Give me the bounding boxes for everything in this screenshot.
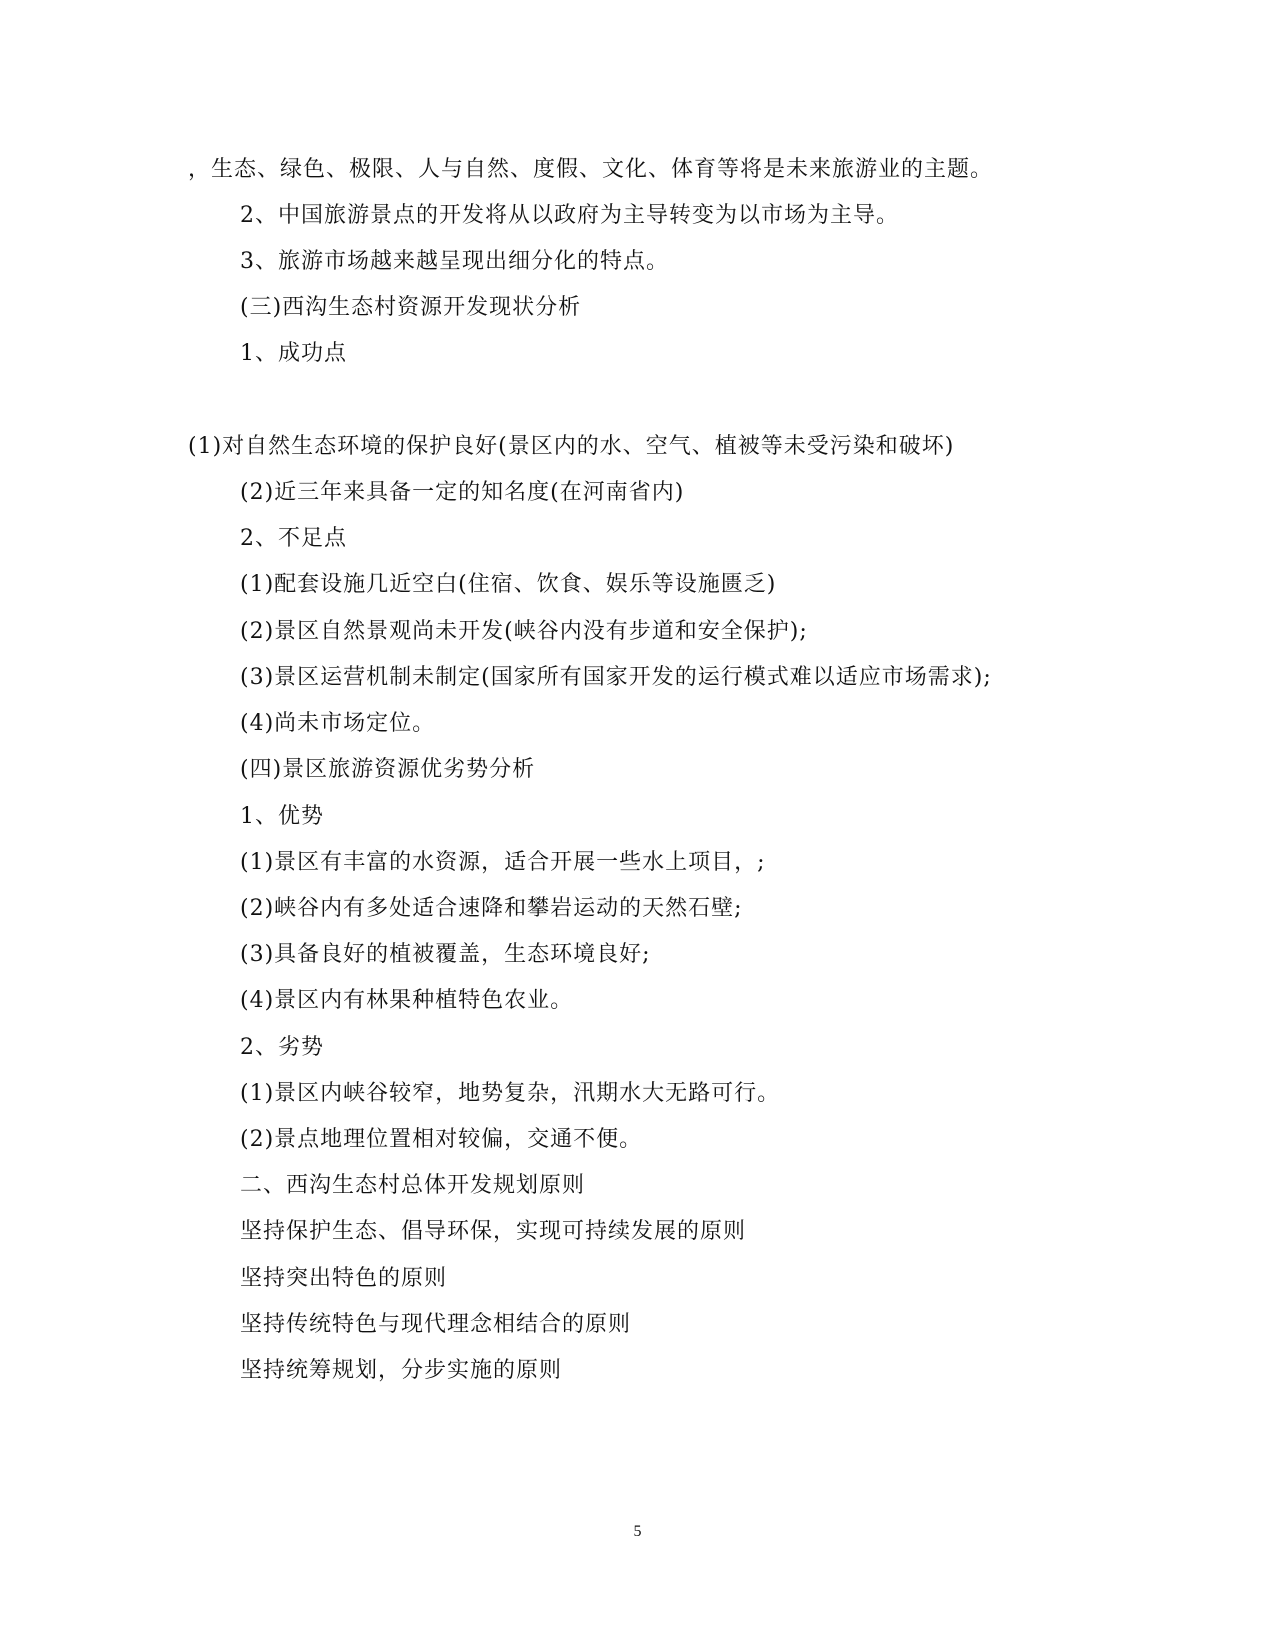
- paragraph-line: 坚持突出特色的原则: [240, 1266, 448, 1291]
- section-heading: (三)西沟生态村资源开发现状分析: [240, 295, 582, 320]
- section-heading: 二、西沟生态村总体开发规划原则: [240, 1173, 586, 1198]
- paragraph-line: (2)景区自然景观尚未开发(峡谷内没有步道和安全保护);: [240, 619, 808, 644]
- paragraph-line: 2、中国旅游景点的开发将从以政府为主导转变为以市场为主导。: [240, 203, 899, 228]
- paragraph-line: (4)尚未市场定位。: [240, 711, 436, 736]
- paragraph-line: (3)具备良好的植被覆盖，生态环境良好;: [240, 942, 651, 967]
- subsection-heading: 2、劣势: [240, 1035, 324, 1060]
- paragraph-line: 坚持传统特色与现代理念相结合的原则: [240, 1312, 632, 1337]
- paragraph-line: (1)景区有丰富的水资源，适合开展一些水上项目，;: [240, 850, 766, 875]
- paragraph-line: 坚持统筹规划，分步实施的原则: [240, 1358, 563, 1383]
- paragraph-line: (1)配套设施几近空白(住宿、饮食、娱乐等设施匮乏): [240, 572, 777, 597]
- paragraph-line: (2)近三年来具备一定的知名度(在河南省内): [240, 480, 685, 505]
- paragraph-line: (3)景区运营机制未制定(国家所有国家开发的运行模式难以适应市场需求);: [240, 665, 992, 690]
- subsection-heading: 1、优势: [240, 804, 324, 829]
- paragraph-line: ，生态、绿色、极限、人与自然、度假、文化、体育等将是未来旅游业的主题。: [188, 157, 994, 182]
- paragraph-line: 3、旅游市场越来越呈现出细分化的特点。: [240, 249, 669, 274]
- paragraph-line: (2)景点地理位置相对较偏，交通不便。: [240, 1127, 643, 1152]
- subsection-heading: 2、不足点: [240, 526, 347, 551]
- paragraph-line: (4)景区内有林果种植特色农业。: [240, 988, 574, 1013]
- paragraph-line: (1)对自然生态环境的保护良好(景区内的水、空气、植被等未受污染和破坏): [188, 434, 955, 459]
- page-number: 5: [633, 1523, 642, 1540]
- paragraph-line: (2)峡谷内有多处适合速降和攀岩运动的天然石壁;: [240, 896, 743, 921]
- section-heading: (四)景区旅游资源优劣势分析: [240, 757, 536, 782]
- paragraph-line: 坚持保护生态、倡导环保，实现可持续发展的原则: [240, 1219, 747, 1244]
- paragraph-line: (1)景区内峡谷较窄，地势复杂，汛期水大无路可行。: [240, 1081, 781, 1106]
- subsection-heading: 1、成功点: [240, 341, 347, 366]
